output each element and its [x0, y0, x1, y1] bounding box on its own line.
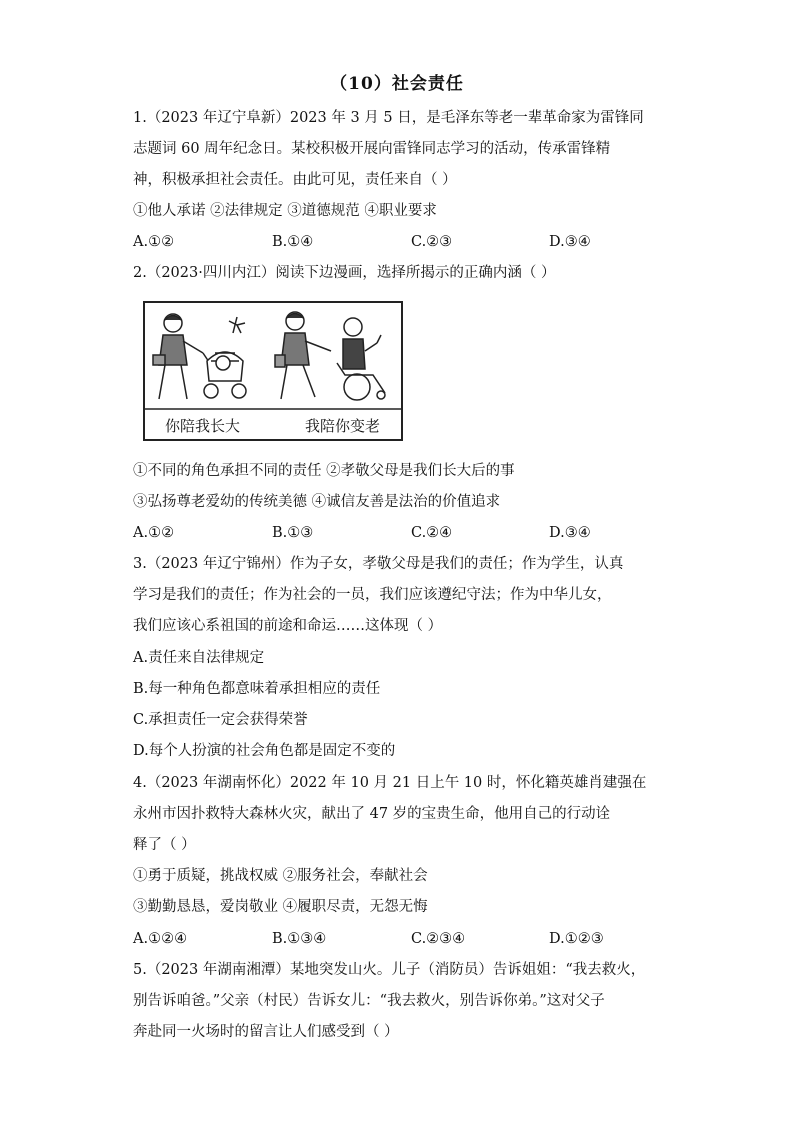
q2-statements-line-1: ①不同的角色承担不同的责任 ②孝敬父母是我们长大后的事	[133, 463, 515, 479]
q1-stem-line-2: 志题词 60 周年纪念日。某校积极开展向雷锋同志学习的活动，传承雷锋精	[133, 141, 611, 157]
q1-option-c: C.②③	[411, 234, 453, 250]
q4-stem-line-3: 释了（ ）	[133, 837, 196, 853]
q4-option-b: B.①③④	[272, 931, 327, 947]
q4-statements-line-2: ③勤勤恳恳，爱岗敬业 ④履职尽责，无怨无悔	[133, 899, 428, 915]
q5-stem-line-1: 5.（2023 年湖南湘潭）某地突发山火。儿子（消防员）告诉姐姐：“我去救火，	[133, 962, 646, 978]
q2-option-a: A.①②	[133, 525, 175, 541]
q1-option-a: A.①②	[133, 234, 175, 250]
q4-stem-line-2: 永州市因扑救特大森林火灾，献出了 47 岁的宝贵生命，他用自己的行动诠	[133, 806, 611, 822]
q3-option-a: A.责任来自法律规定	[133, 650, 265, 666]
q2-option-b: B.①③	[272, 525, 314, 541]
q2-option-c: C.②④	[411, 525, 453, 541]
q4-statements-line-1: ①勇于质疑，挑战权威 ②服务社会，奉献社会	[133, 868, 428, 884]
comic-illustration	[143, 301, 403, 441]
q3-option-c: C.承担责任一定会获得荣誉	[133, 712, 308, 728]
q1-option-b: B.①④	[272, 234, 314, 250]
q5-stem-line-2: 别告诉咱爸。”父亲（村民）告诉女儿：“我去救火，别告诉你弟。”这对父子	[133, 993, 605, 1009]
q1-stem-line-1: 1.（2023 年辽宁阜新）2023 年 3 月 5 日，是毛泽东等老一辈革命家为雷锋同	[133, 110, 644, 126]
q3-stem-line-2: 学习是我们的责任；作为社会的一员，我们应该遵纪守法；作为中华儿女，	[133, 587, 612, 603]
comic-caption-right: 我陪你变老	[305, 417, 381, 435]
comic-caption-left: 你陪我长大	[165, 417, 241, 435]
q1-option-d: D.③④	[549, 234, 591, 250]
q3-stem-line-1: 3.（2023 年辽宁锦州）作为子女，孝敬父母是我们的责任；作为学生，认真	[133, 556, 624, 572]
q4-option-d: D.①②③	[549, 931, 604, 947]
q2-stem: 2.（2023·四川内江）阅读下边漫画，选择所揭示的正确内涵（ ）	[133, 265, 556, 281]
q5-stem-line-3: 奔赴同一火场时的留言让人们感受到（ ）	[133, 1024, 399, 1040]
q4-option-a: A.①②④	[133, 931, 188, 947]
q3-option-d: D.每个人扮演的社会角色都是固定不变的	[133, 743, 396, 759]
q2-option-d: D.③④	[549, 525, 591, 541]
q3-option-b: B.每一种角色都意味着承担相应的责任	[133, 681, 381, 697]
q1-stem-line-3: 神，积极承担社会责任。由此可见，责任来自（ ）	[133, 172, 457, 188]
q2-statements-line-2: ③弘扬尊老爱幼的传统美德 ④诚信友善是法治的价值追求	[133, 494, 501, 510]
page-title: （10）社会责任	[330, 74, 464, 94]
q4-option-c: C.②③④	[411, 931, 466, 947]
q1-statements: ①他人承诺 ②法律规定 ③道德规范 ④职业要求	[133, 203, 437, 219]
q4-stem-line-1: 4.（2023 年湖南怀化）2022 年 10 月 21 日上午 10 时，怀化籍英雄肖建强在	[133, 775, 647, 791]
q3-stem-line-3: 我们应该心系祖国的前途和命运……这体现（ ）	[133, 618, 443, 634]
